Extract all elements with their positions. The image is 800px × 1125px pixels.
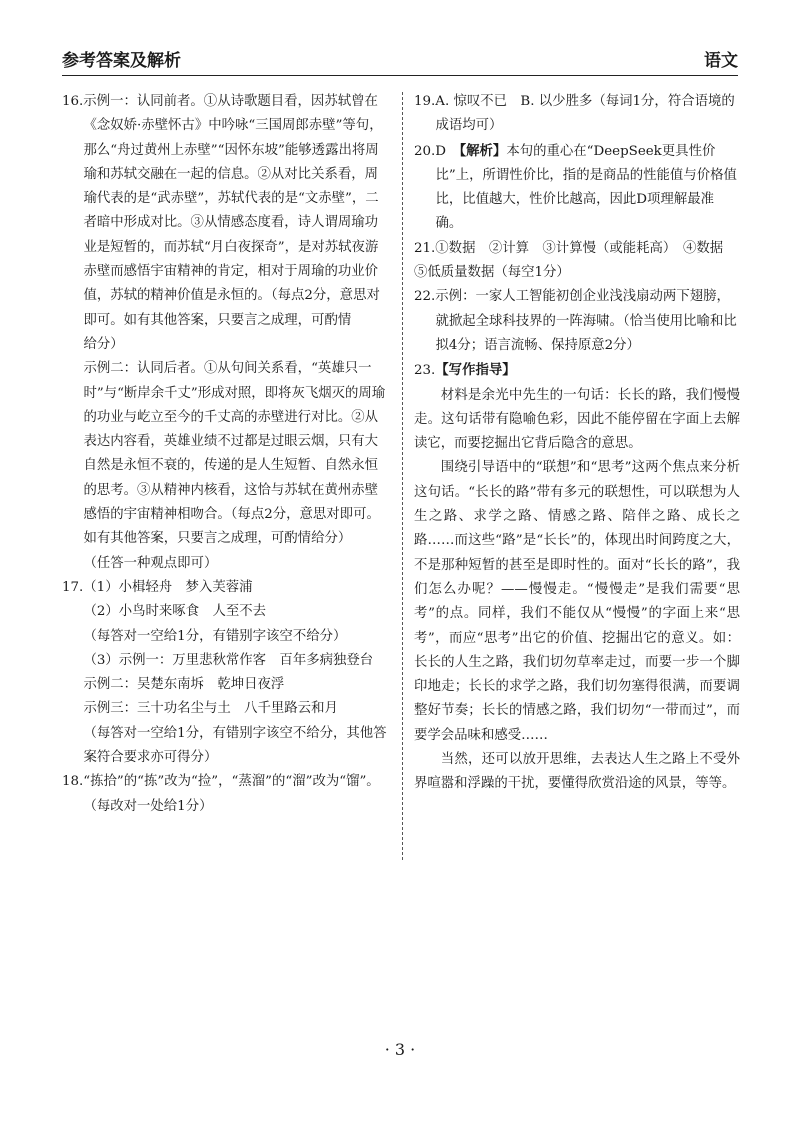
text-line: 那么“舟过黄州上赤壁”“因怀东坡”能够透露出将: [83, 142, 366, 158]
text-line: 从表达内容看，英雄业绩不过都是过眼云烟，只有大: [83, 409, 379, 450]
answer-17-line-2: （2）小鸟时来啄食 人至不去: [83, 604, 267, 620]
text-line: 示例二：认同后者。①从句间关系看，“英雄只一: [83, 361, 372, 377]
text-line: （每答对一空给1分，有错别字该空不给分，其他答: [83, 725, 387, 741]
text-line: 瑜的功业与屹立至今的千丈高的赤壁进行对比。②: [83, 385, 386, 425]
answer-20: [414, 139, 740, 237]
answer-16: [62, 90, 390, 576]
header-title: 参考答案及解析: [62, 51, 181, 71]
answer-17-line-7: [62, 722, 390, 771]
text-line: 有其他答案，只要言之成理，可酌情给分）: [96, 531, 352, 547]
text-line: 周瑜代表的是“武赤壁”，苏轼代表的是“文赤壁”，: [83, 166, 379, 207]
text-line: 游赤壁而感悟宇宙精神的肯定，相对于周瑜的功业: [83, 239, 379, 280]
answer-21: [414, 237, 740, 286]
answer-17-line-6: 示例三：三十功名尘与土 八千里路云和月: [83, 701, 338, 717]
answer-20-choice: 20.D: [414, 143, 460, 159]
answer-23-title: [414, 358, 740, 383]
text-line: 掀起全球科技界的一阵海啸。（恰当使用比喻和比: [448, 313, 737, 329]
answer-19: [414, 90, 740, 139]
answer-22: [414, 285, 740, 358]
answer-21-line-2: ⑤低质量数据（每空1分）: [414, 265, 570, 281]
answer-23-number: 23.: [414, 363, 436, 379]
text-line: 上，所谓性价比，指的是商品的性能值与价格值比，: [435, 167, 737, 208]
answer-17-line-3: （每答对一空给1分，有错别字该空不给分）: [83, 628, 347, 644]
answer-17-line-1: 17.（1）小楫轻舟 梦入芙蓉浦: [62, 579, 253, 595]
text-line: 成语均可）: [435, 118, 503, 134]
header-subject: 语文: [704, 51, 738, 71]
text-line: 悟的宇宙精神相吻合。（每点2分，意思对即可。如: [83, 507, 380, 547]
answer-16-note: （任答一种观点即可）: [83, 555, 218, 571]
text-line: 比值越大，性价比越高，因此D项理解最准确。: [435, 192, 714, 232]
answer-16-example1: [62, 90, 390, 357]
writing-guide-paragraph-1: 材料是余光中先生的一句话：长长的路，我们慢慢走。这句话带有隐喻色彩，因此不能停留在字面上去解读它，而要挖掘出它背后隐含的意思。: [414, 387, 740, 452]
answer-16-example2: [62, 357, 390, 551]
text-line: 22.示例：一家人工智能初创企业浅浅扇动两下翅膀，就: [414, 289, 730, 329]
left-column: [62, 90, 390, 819]
text-line: 拟4分；语言流畅、保持原意2分）: [435, 337, 640, 353]
text-line: 周瑜和苏轼交融在一起的信息。②从对比关系看，: [83, 142, 379, 182]
text-line: 二者暗中形成对比。③从情感态度看，诗人谓周瑜: [83, 191, 379, 231]
answer-17-line-4: （3）示例一：万里悲秋常作客 百年多病独登台: [83, 652, 374, 668]
page-header: [62, 46, 738, 72]
column-divider: [402, 92, 403, 860]
answer-18-line-1: 18.“拣拾”的“拣”改为“捡”，“蒸溜”的“溜”改为“馏”。: [62, 774, 380, 790]
text-line: 19.A. 惊叹不已 B. 以少胜多（每词1分，符合语境的: [414, 94, 735, 109]
text-line: 价值，苏轼的精神价值是永恒的。（每点2分，意思: [83, 264, 379, 304]
answer-18: [62, 770, 390, 819]
analysis-tag: 【解析】: [459, 142, 507, 159]
right-column: [414, 90, 740, 797]
text-line: 思考。③从精神内核看，这恰与苏轼在黄州赤壁感: [83, 482, 379, 523]
text-line: 对即可。如有其他答案，只要言之成理，可酌情: [83, 288, 380, 328]
header-rule: [62, 75, 738, 76]
answer-18-line-2: （每改对一处给1分）: [83, 798, 213, 814]
text-line: 自然是永恒不衰的，传递的是人生短暂、自然永恒的: [83, 458, 379, 498]
text-line: 《念奴娇·赤壁怀古》中吟咏“三国周郎赤壁”等句，: [83, 118, 383, 134]
text-line: 16.示例一：认同前者。①从诗歌题目看，因苏轼曾在: [62, 94, 378, 109]
answer-17-line-5: 示例二：吴楚东南坼 乾坤日夜浮: [83, 677, 285, 693]
writing-guide-paragraph-3: 当然，还可以放开思维，去表达人生之路上不受外界喧嚣和浮躁的干扰，要懂得欣赏沿途的风景，等等。: [414, 752, 740, 792]
answer-21-line-1: 21.①数据 ②计算 ③计算慢（或能耗高） ④数据: [414, 240, 724, 256]
text-line: 给分）: [83, 336, 124, 352]
answer-17: [62, 576, 390, 770]
writing-guide-tag: 【写作指导】: [435, 362, 516, 379]
text-line: 功业是短暂的，而苏轼“月白夜探奇”，是对苏轼夜: [83, 215, 379, 255]
text-line: 本句的重心在“DeepSeek更具性价比”: [435, 143, 716, 183]
text-line: 时”与“断岸余千丈”形成对照，即将灰飞烟灭的周: [83, 385, 372, 401]
text-line: 案符合要求亦可得分）: [83, 750, 218, 766]
answer-23: [414, 358, 740, 796]
page-number: · 3 ·: [384, 1040, 416, 1059]
writing-guide-paragraph-2: 围绕引导语中的“联想”和“思考”这两个焦点来分析这句话。“长长的路”带有多元的联想性，可以联想为人生之路、求学之路、情感之路、陪伴之路、成长之路……而这些“路”是“长长”的，体现出时间跨度之大，不是那种短暂的甚至是即时性的。面对“长长的路”，我们怎么办呢？——慢慢走。“慢慢走”是我们需要“思考”的点。同样，我们不能仅从“慢慢”的字面上来“思考”，而应“思考”出它的价值、挖掘出它的意义。如：长长的人生之路，我们切勿草率走过，而要一步一个脚印地走；长长的求学之路，我们切勿塞得很满，而要调整好节奏；长长的情感之路，我们切勿“一带而过”，而要学会品味和感受……: [414, 460, 740, 743]
